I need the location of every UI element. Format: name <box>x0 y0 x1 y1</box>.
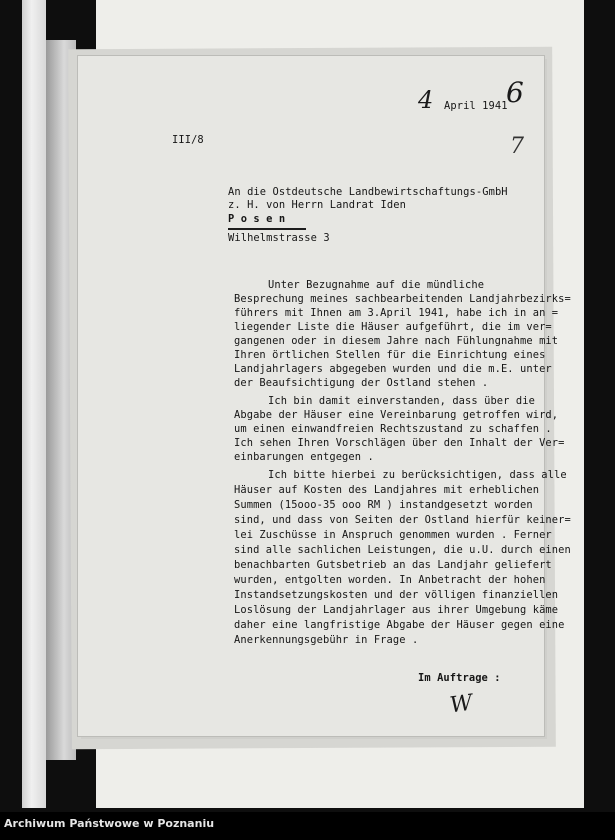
text-line: Landjahrlagers abgegeben wurden und die m.E. unter <box>234 363 552 375</box>
text-line: Häuser auf Kosten des Landjahres mit erheblichen <box>234 484 540 496</box>
text-line: Anerkennungsgebühr in Frage . <box>234 634 419 646</box>
closing-line: Im Auftrage : <box>418 672 501 684</box>
text-line: wurden, entgolten worden. In Anbetracht der hohen <box>234 574 546 586</box>
handwritten-day: 4 <box>418 86 434 114</box>
left-paper-edge <box>22 0 46 808</box>
text-line: Ihren örtlichen Stellen für die Einrichtung eines <box>234 349 546 361</box>
text-line: einbarungen entgegen . <box>234 451 374 463</box>
text-line: Ich bitte hierbei zu berücksichtigen, dass alle <box>268 469 567 481</box>
page-number-secondary: 7 <box>510 134 524 159</box>
recipient-line2: z. H. von Herrn Landrat Iden <box>228 199 406 211</box>
archive-caption: Archiwum Państwowe w Poznaniu <box>4 817 215 830</box>
recipient-city: P o s e n <box>228 213 286 225</box>
text-line: um einen einwandfreien Rechtszustand zu schaffen . <box>234 423 552 435</box>
file-reference: III/8 <box>172 134 204 146</box>
text-line: lei Zuschüsse in Anspruch genommen wurden . Ferner <box>234 529 552 541</box>
text-line: führers mit Ihnen am 3.April 1941, habe ich in an = <box>234 307 559 319</box>
recipient-street: Wilhelmstrasse 3 <box>228 232 330 244</box>
text-line: Ich sehen Ihren Vorschlägen über den Inhalt der Ver= <box>234 437 565 449</box>
text-line: Instandsetzungskosten und der völligen finanziellen <box>234 589 559 601</box>
page-number-top: 6 <box>506 76 524 109</box>
text-line: benachbarten Gutsbetrieb an das Landjahr geliefert <box>234 559 552 571</box>
text-line: der Beaufsichtigung der Ostland stehen . <box>234 377 489 389</box>
text-line: liegender Liste die Häuser aufgeführt, die im ver= <box>234 321 552 333</box>
document-page <box>78 56 571 736</box>
text-line: Abgabe der Häuser eine Vereinbarung getroffen wird, <box>234 409 559 421</box>
text-line: Besprechung meines sachbearbeitenden Landjahrbezirks= <box>234 293 571 305</box>
text-line: Unter Bezugnahme auf die mündliche <box>268 279 485 291</box>
text-line: Summen (15ooo-35 ooo RM ) instandgesetzt worden <box>234 499 533 511</box>
text-line: sind, und dass von Seiten der Ostland hierfür keiner= <box>234 514 571 526</box>
text-line: sind alle sachlichen Leistungen, die u.U. durch einen <box>234 544 571 556</box>
recipient-line1: An die Ostdeutsche Landbewirtschaftungs-GmbH <box>228 186 508 198</box>
city-underline <box>228 228 306 230</box>
text-line: daher eine langfristige Abgabe der Häuser gegen eine <box>234 619 565 631</box>
signature: W <box>448 690 475 719</box>
date-line: April 1941 <box>444 100 508 112</box>
text-line: gangenen oder in diesem Jahre nach Fühlungnahme mit <box>234 335 559 347</box>
text-line: Ich bin damit einverstanden, dass über die <box>268 395 535 407</box>
text-line: Loslösung der Landjahrlager aus ihrer Umgebung käme <box>234 604 559 616</box>
